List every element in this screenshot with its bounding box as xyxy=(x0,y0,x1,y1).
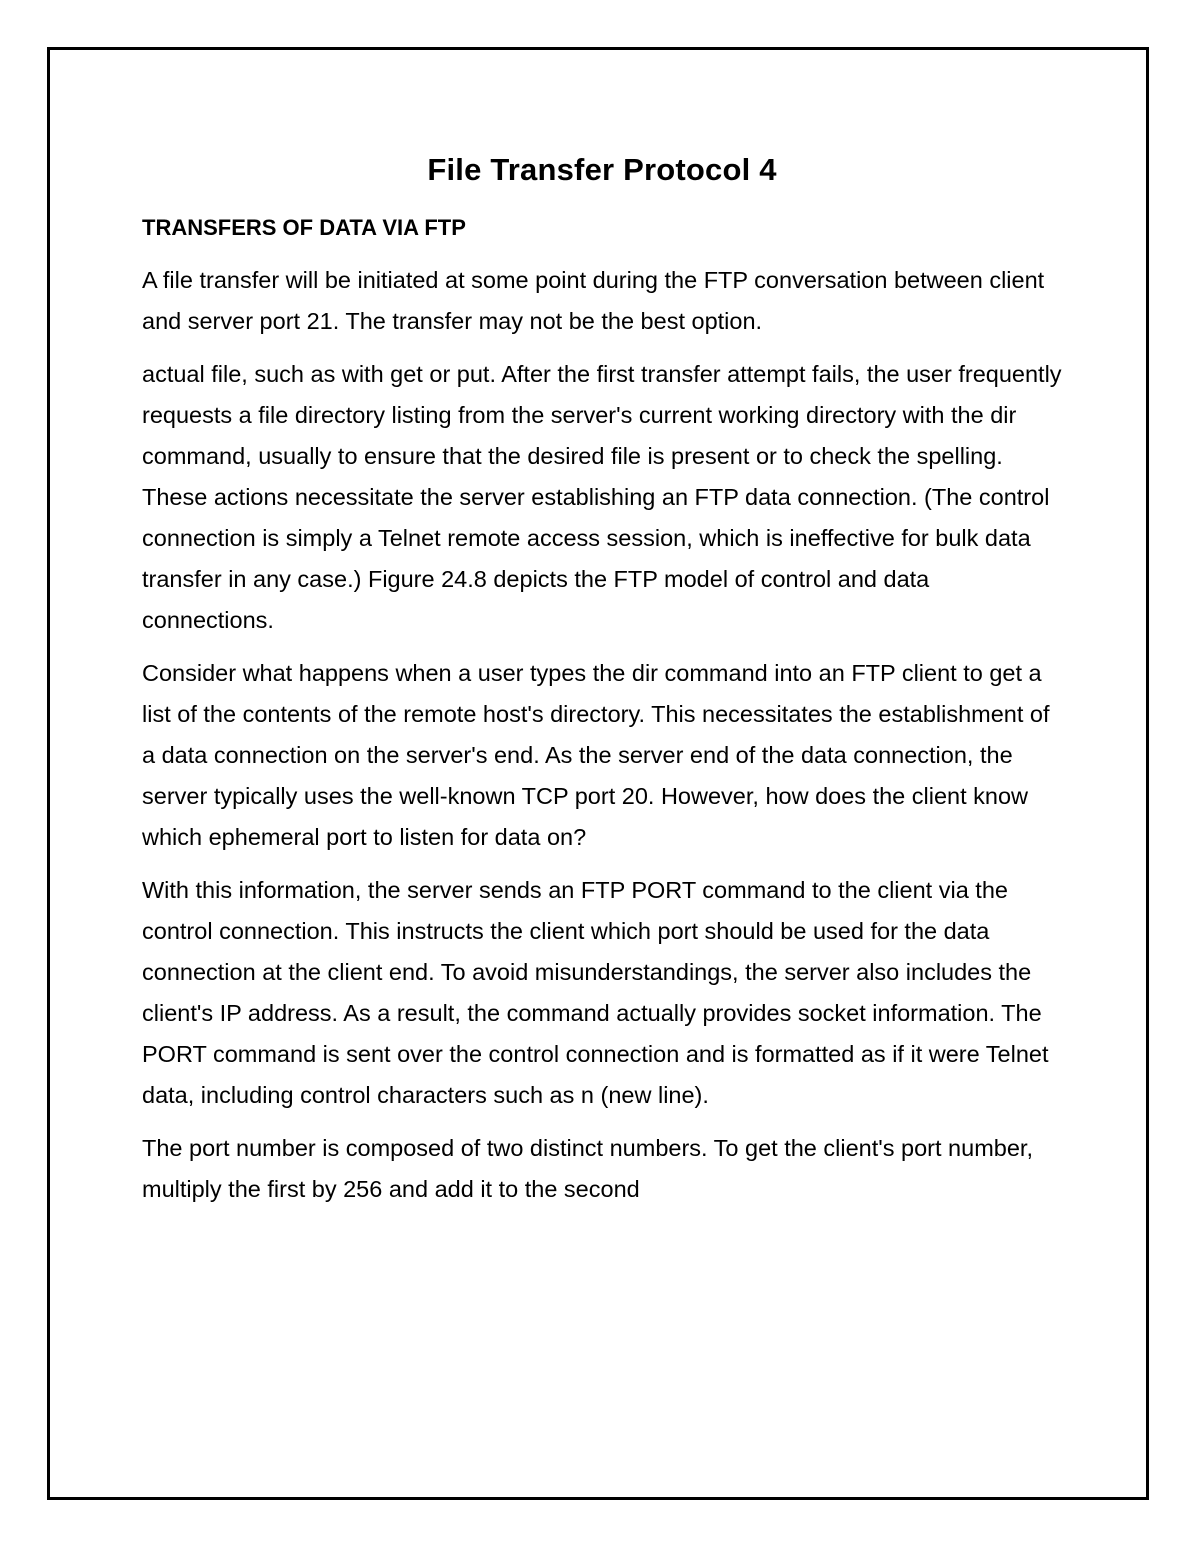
paragraph-3: Consider what happens when a user types the dir command into an FTP client to get a list of the contents of the remote host's directory. This necessitates the establishment of a data connection on the server's end. As the server end of the data connection, the server typically uses the well-known TCP port 20. However, how does the client know which ephemeral port to listen for data on? xyxy=(142,660,1050,850)
paragraph-2: actual file, such as with get or put. After the first transfer attempt fails, the user frequently requests a file directory listing from the server's current working directory with the dir command, usually to ensure that the desired file is present or to check the spelling. These actions necessitate the server establishing an FTP data connection. (The control connection is simply a Telnet remote access session, which is ineffective for bulk data transfer in any case.) Figure 24.8 depicts the FTP model of control and data connections. xyxy=(142,361,1062,633)
paragraph-1: A file transfer will be initiated at some point during the FTP conversation between client and server port 21. The transfer may not be the best option. xyxy=(142,267,1045,334)
document-body xyxy=(142,150,1062,1222)
paragraph-5: The port number is composed of two distinct numbers. To get the client's port number, multiply the first by 256 and add it to the second xyxy=(142,1135,1033,1202)
section-heading: TRANSFERS OF DATA VIA FTP xyxy=(142,215,466,240)
paragraph-4: With this information, the server sends an FTP PORT command to the client via the control connection. This instructs the client which port should be used for the data connection at the client end. To avoid misunderstandings, the server also includes the client's IP address. As a result, the command actually provides socket information. The PORT command is sent over the control connection and is formatted as if it were Telnet data, including control characters such as n (new line). xyxy=(142,877,1049,1108)
document-title: File Transfer Protocol 4 xyxy=(427,152,777,187)
